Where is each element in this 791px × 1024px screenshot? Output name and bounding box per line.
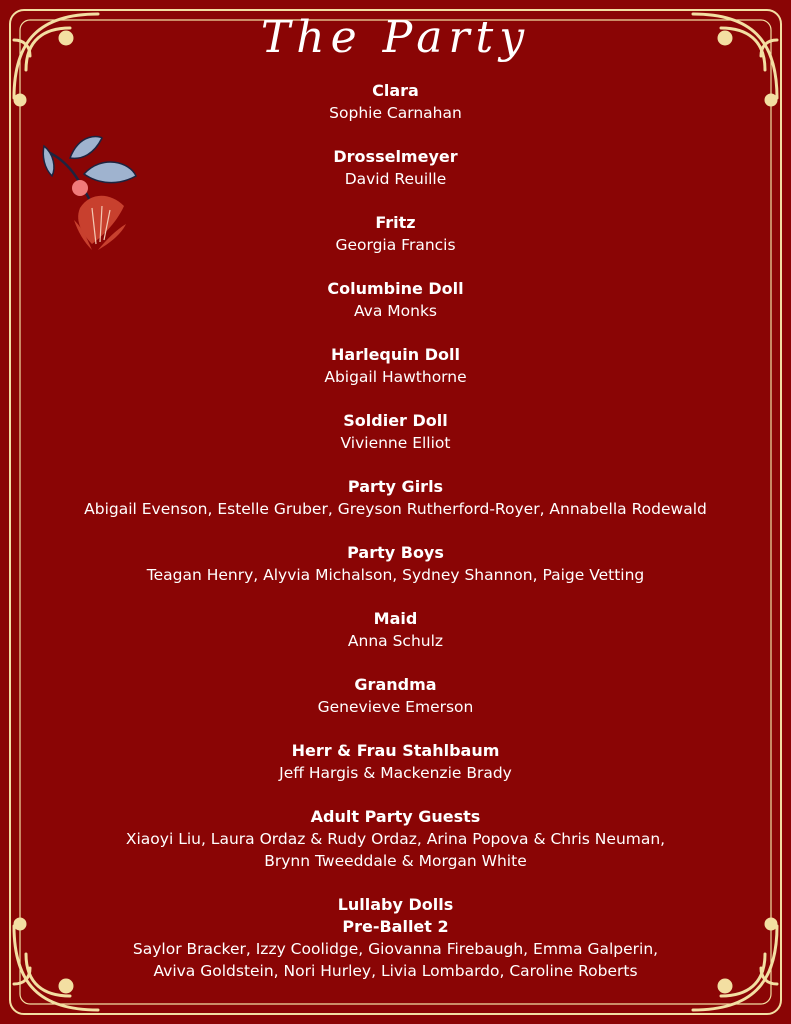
cast-names: Sophie Carnahan (329, 104, 462, 122)
cast-names: Vivienne Elliot (340, 434, 451, 452)
cast-names: Saylor Bracker, Izzy Coolidge, Giovanna Firebaugh, Emma Galperin, (132, 940, 659, 958)
role-block (0, 146, 791, 190)
role-name: Adult Party Guests (310, 807, 481, 826)
role-name: Clara (372, 81, 419, 100)
cast-names: Abigail Hawthorne (324, 368, 467, 386)
cast-names: Xiaoyi Liu, Laura Ordaz & Rudy Ordaz, Arina Popova & Chris Neuman, (125, 830, 666, 848)
role-block (0, 278, 791, 322)
role-name: Grandma (354, 675, 437, 694)
role-block (0, 740, 791, 784)
cast-names: Jeff Hargis & Mackenzie Brady (279, 764, 512, 782)
role-name: Harlequin Doll (331, 345, 460, 364)
cast-names: Georgia Francis (335, 236, 456, 254)
role-name: Lullaby Dolls (337, 895, 454, 914)
cast-names: Aviva Goldstein, Nori Hurley, Livia Lombardo, Caroline Roberts (153, 962, 638, 980)
role-subtitle: Pre-Ballet 2 (342, 917, 449, 936)
role-block (0, 212, 791, 256)
role-name: Fritz (375, 213, 416, 232)
role-block (0, 542, 791, 586)
role-block (0, 806, 791, 872)
role-block (0, 674, 791, 718)
cast-names: David Reuille (344, 170, 447, 188)
role-name: Herr & Frau Stahlbaum (291, 741, 500, 760)
page-title: The Party (260, 12, 531, 63)
cast-list (0, 80, 791, 1004)
cast-names: Brynn Tweeddale & Morgan White (264, 852, 527, 870)
role-name: Columbine Doll (327, 279, 464, 298)
role-block (0, 344, 791, 388)
role-block (0, 894, 791, 982)
role-name: Party Girls (347, 477, 444, 496)
role-name: Drosselmeyer (333, 147, 458, 166)
cast-names: Abigail Evenson, Estelle Gruber, Greyson Rutherford-Royer, Annabella Rodewald (84, 500, 707, 518)
role-name: Party Boys (347, 543, 444, 562)
role-block (0, 410, 791, 454)
role-name: Maid (373, 609, 418, 628)
cast-names: Anna Schulz (347, 632, 444, 650)
role-block (0, 476, 791, 520)
cast-names: Ava Monks (353, 302, 438, 320)
cast-names: Genevieve Emerson (317, 698, 474, 716)
role-name: Soldier Doll (343, 411, 448, 430)
role-block (0, 80, 791, 124)
cast-names: Teagan Henry, Alyvia Michalson, Sydney Shannon, Paige Vetting (146, 566, 645, 584)
role-block (0, 608, 791, 652)
